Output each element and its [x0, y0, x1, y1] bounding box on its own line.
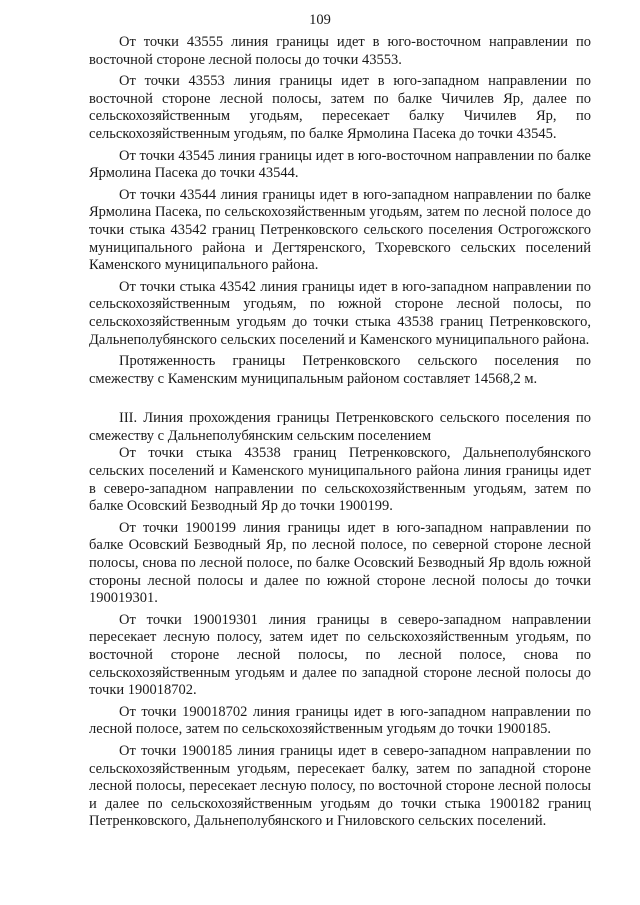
paragraph: От точки 190019301 линия границы в северо-западном направлении пересекает лесную полосу, затем идет по сельскохозяйственным угодьям, по восточной стороне лесной полосы, по лесной полосе, снова по сельскохозяйственным угодьям и далее по западной стороне лесной полосы до точки 190018702.: [89, 611, 591, 699]
paragraph: От точки 1900185 линия границы идет в северо-западном направлении по сельскохозяйственным угодьям, пересекает балку, затем по западной стороне лесной полосы, пересекает лесную полосу, по восточной стороне лесной полосы и далее по сельскохозяйственным угодьям до точки стыка 1900182 границ Петренковского, Дальнеполубянского и Гниловского сельских поселений.: [89, 742, 591, 830]
paragraph: От точки 43545 линия границы идет в юго-восточном направлении по балке Ярмолина Пасека до точки 43544.: [89, 147, 591, 182]
section-heading: III. Линия прохождения границы Петренковского сельского поселения по смежеству с Дальнеполубянским сельским поселением: [89, 410, 591, 444]
paragraph: Протяженность границы Петренковского сельского поселения по смежеству с Каменским муниципальным районом составляет 14568,2 м.: [89, 353, 591, 387]
page-number: 109: [309, 12, 331, 28]
paragraph: От точки 43553 линия границы идет в юго-западном направлении по восточной стороне лесной полосы, затем по балке Чичилев Яр, далее по сельскохозяйственным угодьям, пересекает балку Чичилев Яр, по сельскохозяйственным угодьям, по балке Ярмолина Пасека до точки 43545.: [89, 73, 591, 142]
paragraph: От точки 1900199 линия границы идет в юго-западном направлении по балке Осовский Безводный Яр, по лесной полосе, по северной стороне лесной полосы, снова по лесной полосе, по балке Осовский Безводный Яр вдоль южной стороны лесной полосы и далее по южной стороне лесной полосы до точки 190019301.: [89, 519, 591, 607]
paragraph: От точки 43555 линия границы идет в юго-восточном направлении по восточной стороне лесной полосы до точки 43553.: [89, 34, 591, 68]
document-body: [89, 34, 591, 831]
paragraph: От точки 190018702 линия границы идет в юго-западном направлении по лесной полосе, затем по сельскохозяйственным угодьям до точки 1900185.: [89, 703, 591, 738]
paragraph: От точки 43544 линия границы идет в юго-западном направлении по балке Ярмолина Пасека, по сельскохозяйственным угодьям, затем по лесной полосе до точки стыка 43542 границ Петренковского сельского поселения Острогожского муниципального района и Дегтяренского, Тхоревского сельских поселений Каменского муниципального района.: [89, 186, 591, 274]
paragraph: От точки стыка 43542 линия границы идет в юго-западном направлении по сельскохозяйственным угодьям, по южной стороне лесной полосы, по сельскохозяйственным угодьям до точки стыка 43538 границ Петренковского, Дальнеполубянского сельских поселений и Каменского муниципального района.: [89, 278, 591, 348]
paragraph: От точки стыка 43538 границ Петренковского, Дальнеполубянского сельских поселений и Каменского муниципального района линия границы идет в северо-западном направлении по сельскохозяйственным угодьям, затем по балке Осовский Безводный Яр до точки 1900199.: [89, 445, 591, 515]
